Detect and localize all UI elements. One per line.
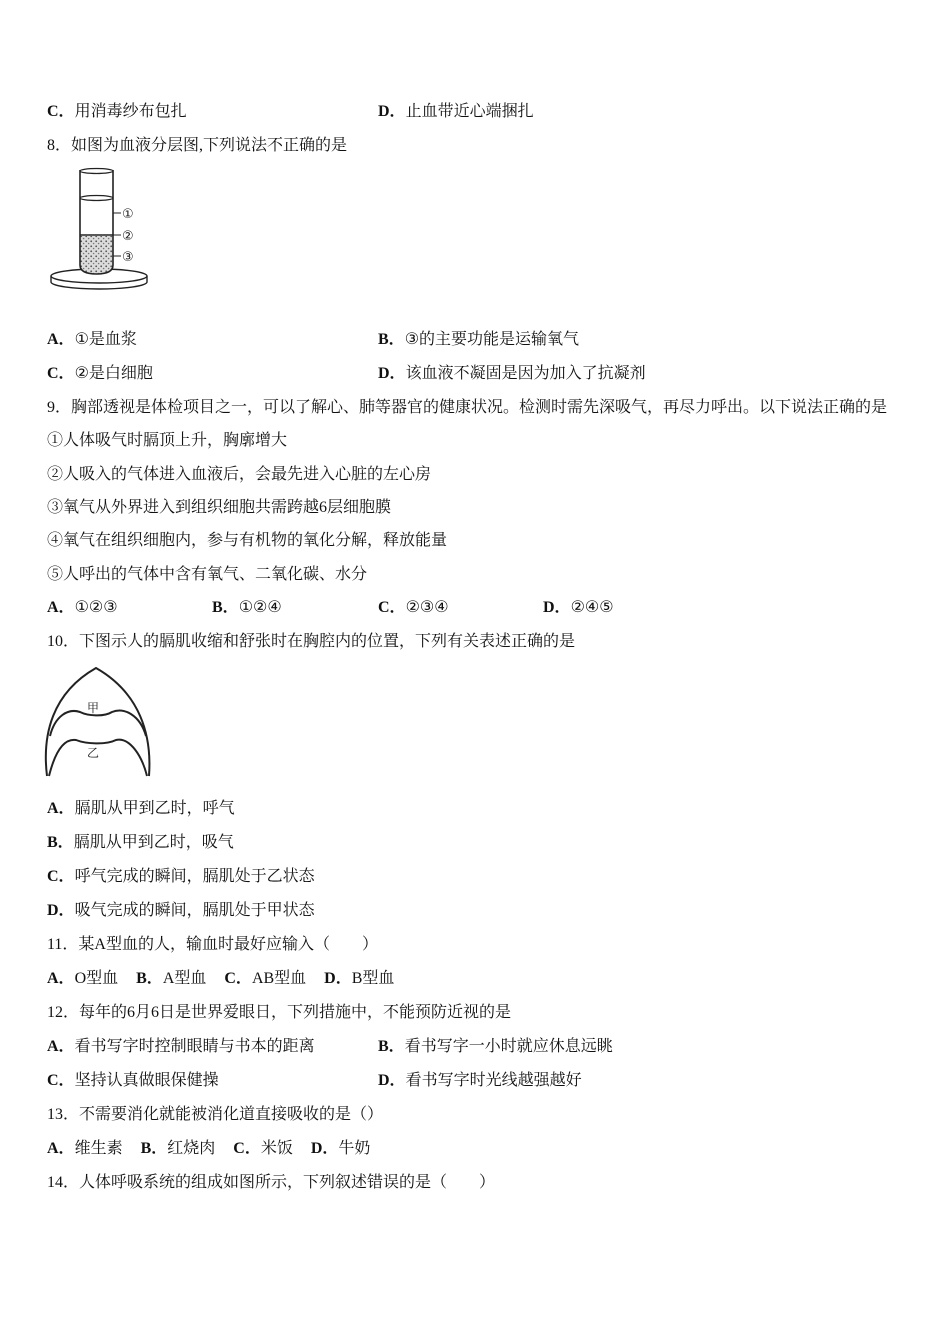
q8-stem: 8．如图为血液分层图,下列说法不正确的是	[47, 137, 348, 154]
q8-options-row-ab	[47, 330, 927, 350]
diaphragm-thorax-figure	[40, 660, 160, 785]
option-letter: B．	[212, 599, 239, 616]
option-letter: B．	[140, 1140, 168, 1157]
q9-stem: 9．胸部透视是体检项目之一，可以了解心、肺等器官的健康状况。检测时需先深吸气，再尽力呼出。以下说法正确的是	[47, 399, 888, 416]
option-text: ②④⑤	[570, 599, 614, 616]
option-letter: D．	[378, 103, 406, 120]
q7-options-row-cd	[47, 102, 927, 122]
option-text: ③的主要功能是运输氧气	[404, 331, 580, 348]
figure-label-3: ③	[122, 250, 134, 265]
q12-option-a	[47, 1037, 315, 1057]
option-text: 该血液不凝固是因为加入了抗凝剂	[405, 365, 646, 382]
option-text: ②是白细胞	[74, 365, 153, 382]
plasma-surface	[80, 196, 113, 201]
option-text: 红烧肉	[167, 1140, 216, 1157]
option-letter: A．	[47, 970, 75, 987]
q13-option-a	[47, 1139, 123, 1159]
option-text: 维生素	[74, 1140, 123, 1157]
option-letter: B．	[47, 834, 74, 851]
q11-option-c	[224, 969, 306, 989]
option-letter: D．	[378, 365, 406, 382]
option-letter: D．	[543, 599, 571, 616]
option-letter: A．	[47, 331, 75, 348]
option-text: B型血	[351, 970, 395, 987]
q13-option-d	[311, 1139, 371, 1159]
q8-options-row-cd	[47, 364, 927, 384]
q8-option-b	[378, 330, 579, 350]
option-text: AB型血	[251, 970, 307, 987]
q12-options-row-cd	[47, 1071, 927, 1091]
option-letter: C．	[224, 970, 252, 987]
q9-options-row	[47, 598, 927, 618]
option-letter: D．	[378, 1072, 406, 1089]
option-text: 米饭	[260, 1140, 293, 1157]
option-text: ①是血浆	[74, 331, 137, 348]
option-letter: C．	[47, 868, 75, 885]
option-text: 止血带近心端捆扎	[405, 103, 534, 120]
option-letter: C．	[233, 1140, 261, 1157]
option-letter: D．	[324, 970, 352, 987]
option-text: ②③④	[405, 599, 449, 616]
option-letter: C．	[47, 365, 75, 382]
option-letter: B．	[378, 331, 405, 348]
q9-option-c	[378, 598, 449, 618]
option-letter: C．	[47, 103, 75, 120]
q9-option-a	[47, 598, 118, 618]
option-text: 吸气完成的瞬间，膈肌处于甲状态	[74, 902, 315, 919]
q9-option-b	[212, 598, 282, 618]
option-text: 坚持认真做眼保健操	[74, 1072, 219, 1089]
q12-option-d	[378, 1071, 582, 1091]
q9-statement-2: ②人吸入的气体进入血液后，会最先进入心脏的左心房	[47, 466, 432, 483]
q11-options-row	[47, 969, 412, 989]
option-text: ①②④	[238, 599, 282, 616]
q11-option-d	[324, 969, 394, 989]
q11-option-b	[136, 969, 206, 989]
q7-option-d	[378, 102, 534, 122]
q10-option-a	[47, 799, 235, 819]
q10-option-c	[47, 867, 315, 887]
option-text: O型血	[74, 970, 119, 987]
option-letter: A．	[47, 1140, 75, 1157]
q10-stem: 10．下图示人的膈肌收缩和舒张时在胸腔内的位置，下列有关表述正确的是	[47, 633, 576, 650]
option-text: ①②③	[74, 599, 118, 616]
option-letter: C．	[47, 1072, 75, 1089]
q11-option-a	[47, 969, 118, 989]
option-text: A型血	[162, 970, 207, 987]
option-text: 膈肌从甲到乙时，呼气	[74, 800, 235, 817]
option-letter: D．	[310, 1140, 339, 1157]
q12-stem: 12．每年的6月6日是世界爱眼日，下列措施中，不能预防近视的是	[47, 1004, 512, 1021]
option-letter: B．	[378, 1038, 405, 1055]
figure-label-yi: 乙	[87, 746, 100, 760]
q9-statement-5: ⑤人呼出的气体中含有氧气、二氧化碳、水分	[47, 566, 368, 583]
option-text: 看书写字一小时就应休息远眺	[404, 1038, 613, 1055]
blood-layer-test-tube-figure	[45, 165, 160, 295]
option-letter: A．	[47, 800, 75, 817]
figure-label-1: ①	[122, 207, 134, 222]
q7-option-c	[47, 102, 187, 122]
option-letter: A．	[47, 1038, 75, 1055]
q8-option-d	[378, 364, 646, 384]
figure-label-jia: 甲	[87, 701, 100, 715]
q9-option-d	[543, 598, 614, 618]
q11-stem: 11．某A型血的人，输血时最好应输入（ ）	[47, 936, 378, 953]
q12-option-b	[378, 1037, 613, 1057]
q13-stem: 13．不需要消化就能被消化道直接吸收的是（）	[47, 1106, 384, 1123]
q9-statement-1: ①人体吸气时膈顶上升，胸廓增大	[47, 432, 288, 449]
option-text: 看书写字时控制眼睛与书本的距离	[74, 1038, 315, 1055]
option-text: 呼气完成的瞬间，膈肌处于乙状态	[74, 868, 315, 885]
figure-label-2: ②	[122, 229, 134, 244]
q13-options-row	[47, 1139, 388, 1159]
q10-option-b	[47, 833, 234, 853]
option-letter: D．	[47, 902, 75, 919]
tube-opening	[80, 169, 113, 174]
q12-option-c	[47, 1071, 219, 1091]
option-text: 用消毒纱布包扎	[74, 103, 187, 120]
option-letter: B．	[136, 970, 163, 987]
q8-option-c	[47, 364, 153, 384]
q13-option-c	[233, 1139, 293, 1159]
q14-stem: 14．人体呼吸系统的组成如图所示，下列叙述错误的是（ ）	[47, 1174, 496, 1191]
option-text: 膈肌从甲到乙时，吸气	[73, 834, 234, 851]
option-letter: C．	[378, 599, 406, 616]
q10-option-d	[47, 901, 315, 921]
q8-option-a	[47, 330, 137, 350]
q13-option-b	[141, 1139, 216, 1159]
option-letter: A．	[47, 599, 75, 616]
option-text: 看书写字时光线越强越好	[405, 1072, 582, 1089]
q12-options-row-ab	[47, 1037, 927, 1057]
option-text: 牛奶	[338, 1140, 371, 1157]
blood-cell-layer	[79, 236, 115, 276]
q9-statement-4: ④氧气在组织细胞内，参与有机物的氧化分解，释放能量	[47, 532, 448, 549]
q9-statement-3: ③氧气从外界进入到组织细胞共需跨越6层细胞膜	[47, 499, 392, 516]
